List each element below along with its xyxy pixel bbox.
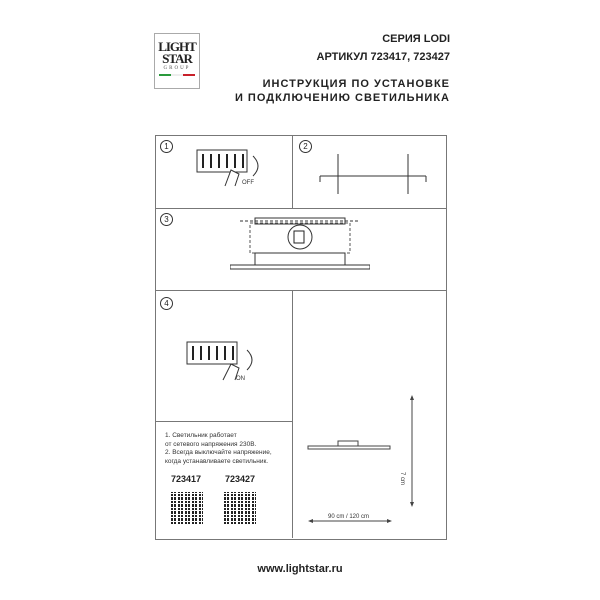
lightstar-logo — [154, 33, 200, 89]
logo-text: LIGHT — [158, 39, 196, 54]
logo-text: GROUP — [163, 66, 191, 71]
width-dimension: 90 cm / 120 cm — [328, 514, 370, 520]
title-line: И ПОДКЛЮЧЕНИЮ СВЕТИЛЬНИКА — [234, 92, 450, 104]
title-line: ИНСТРУКЦИЯ ПО УСТАНОВКЕ — [262, 78, 450, 90]
note-line: 1. Светильник работает — [165, 432, 237, 439]
qr-code[interactable] — [224, 492, 256, 524]
product-code: 723417 — [171, 474, 202, 484]
note-line: 2. Всегда выключайте напряжение, — [165, 449, 272, 456]
step-number: 3 — [160, 213, 173, 226]
terminal-block-off-diagram — [195, 148, 265, 188]
document-title — [235, 77, 450, 105]
step-number: 1 — [160, 140, 173, 153]
flag-stripe — [159, 74, 195, 76]
product-code: 723427 — [225, 474, 256, 484]
dimensions-diagram — [305, 395, 420, 530]
logo-text: STAR — [162, 51, 192, 66]
on-label: ON — [236, 376, 245, 382]
website-link[interactable]: www.lightstar.ru — [257, 563, 343, 575]
mounting-bracket-diagram — [318, 150, 428, 200]
step-number: 2 — [299, 140, 312, 153]
height-dimension: 7 cm — [399, 472, 405, 486]
off-label: OFF — [242, 180, 254, 186]
article-number: АРТИКУЛ 723417, 723427 — [316, 51, 450, 63]
series-title: СЕРИЯ LODI — [382, 33, 450, 45]
note-line: когда устанавливаете светильник. — [165, 457, 269, 465]
fixture-installation-diagram — [230, 215, 370, 285]
safety-notes — [165, 432, 272, 466]
step-number: 4 — [160, 297, 173, 310]
terminal-block-on-diagram — [185, 340, 265, 385]
qr-code[interactable] — [171, 492, 203, 524]
note-line: от сетевого напряжения 230В. — [165, 440, 257, 448]
